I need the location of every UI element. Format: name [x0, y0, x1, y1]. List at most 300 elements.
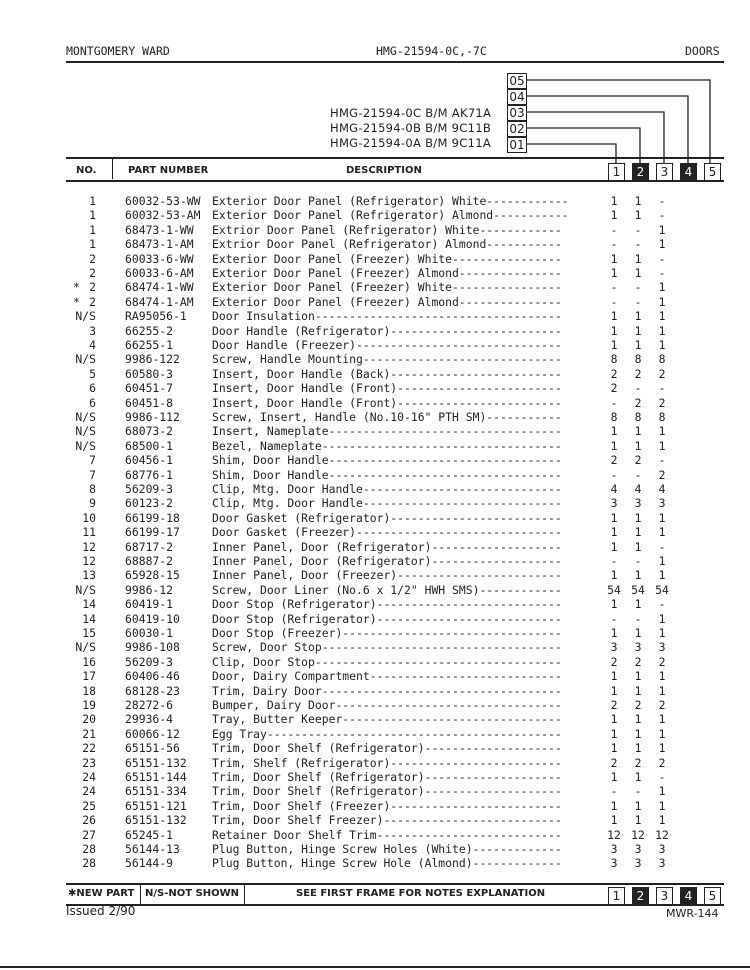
- version-code-03: 03: [507, 105, 527, 121]
- row-qty-2: -: [634, 222, 642, 237]
- row-qty-3: 3: [658, 856, 666, 871]
- table-row: [0, 252, 750, 266]
- row-qty-3: 1: [658, 510, 666, 525]
- row-part-number: 60406-46: [125, 669, 180, 684]
- row-mark: *: [73, 280, 80, 295]
- version-code-02: 02: [507, 121, 527, 137]
- row-qty-2: 1: [634, 669, 642, 684]
- table-row: [0, 367, 750, 381]
- row-qty-1: 1: [610, 626, 618, 640]
- brand-name: MONTGOMERY WARD: [66, 44, 170, 58]
- row-qty-1: 1: [610, 741, 618, 756]
- col-box-3: 3: [656, 163, 673, 181]
- row-qty-3: -: [658, 597, 666, 612]
- row-part-number: 60033-6-WW: [125, 251, 194, 266]
- row-part-number: 66255-2: [125, 323, 174, 338]
- row-part-number: 65151-132: [125, 813, 187, 828]
- row-qty-1: -: [610, 222, 618, 237]
- row-description: Bumper, Dairy Door---------------------------------: [212, 698, 562, 712]
- row-qty-2: 1: [634, 770, 642, 784]
- row-qty-2: 2: [634, 395, 642, 410]
- table-row: [0, 655, 750, 669]
- row-qty-3: 1: [658, 237, 666, 252]
- row-part-number: 60066-12: [125, 726, 180, 741]
- model-title: HMG-21594-0C,-7C: [376, 44, 487, 58]
- row-qty-1: -: [610, 784, 618, 799]
- row-qty-3: 1: [658, 424, 666, 439]
- table-row: [0, 712, 750, 726]
- row-part-number: 65151-144: [125, 770, 187, 784]
- row-description: Exterior Door Panel (Freezer) White----------------: [212, 251, 562, 266]
- row-part-number: 68717-2: [125, 539, 174, 554]
- row-qty-2: 3: [634, 640, 642, 655]
- table-row: [0, 338, 750, 352]
- row-qty-2: -: [634, 381, 642, 396]
- row-qty-2: -: [634, 280, 642, 295]
- row-qty-3: 1: [658, 726, 666, 741]
- table-row: [0, 223, 750, 237]
- table-row: [0, 410, 750, 424]
- row-qty-3: 1: [658, 741, 666, 756]
- row-no: 14: [82, 597, 96, 612]
- table-row: [0, 352, 750, 366]
- row-qty-3: 1: [658, 568, 666, 583]
- row-qty-2: 3: [634, 842, 642, 856]
- row-description: Trim, Door Shelf (Refrigerator)--------------------: [212, 741, 562, 756]
- row-qty-2: 1: [634, 208, 642, 223]
- table-row: [0, 640, 750, 654]
- row-part-number: 65151-121: [125, 798, 187, 813]
- row-part-number: 9986-12: [125, 582, 174, 597]
- column-header-rule: [66, 180, 724, 182]
- row-qty-1: -: [610, 395, 618, 410]
- row-qty-2: 1: [634, 741, 642, 756]
- row-description: Clip, Mtg. Door Handle-----------------------------: [212, 496, 562, 511]
- row-no: 28: [82, 856, 96, 871]
- row-description: Trim, Door Shelf Freezer)--------------------------: [212, 813, 562, 828]
- table-row: [0, 583, 750, 597]
- row-part-number: 68473-1-AM: [125, 237, 194, 252]
- row-part-number: 65151-334: [125, 784, 187, 799]
- col-divider-1: [112, 158, 113, 179]
- row-qty-2: 1: [634, 194, 642, 208]
- table-row: [0, 453, 750, 467]
- row-qty-2: 2: [634, 453, 642, 468]
- row-part-number: 60032-53-WW: [125, 194, 201, 208]
- row-part-number: 66255-1: [125, 338, 174, 352]
- row-no: 2: [89, 251, 96, 266]
- row-qty-3: 1: [658, 309, 666, 324]
- row-description: Screw, Door Liner (No.6 x 1/2" HWH SMS)------------: [212, 582, 562, 597]
- row-part-number: 68474-1-AM: [125, 294, 194, 309]
- row-qty-1: 1: [610, 251, 618, 266]
- row-description: Exterior Door Panel (Freezer) Almond---------------: [212, 294, 562, 309]
- footer-col-box-5: 5: [704, 887, 721, 905]
- row-description: Bezel, Nameplate-----------------------------------: [212, 438, 562, 453]
- table-row: [0, 280, 750, 294]
- row-qty-2: 1: [634, 597, 642, 612]
- row-qty-3: 1: [658, 294, 666, 309]
- page-bottom-rule: [0, 966, 750, 968]
- row-qty-2: 1: [634, 539, 642, 554]
- row-qty-3: 12: [655, 827, 669, 842]
- row-qty-3: 1: [658, 813, 666, 828]
- row-part-number: 68474-1-WW: [125, 280, 194, 295]
- row-no: 17: [82, 669, 96, 684]
- row-qty-1: 1: [610, 726, 618, 741]
- row-qty-2: 12: [631, 827, 645, 842]
- table-row: [0, 540, 750, 554]
- table-row: [0, 208, 750, 222]
- row-qty-1: 1: [610, 669, 618, 684]
- table-row: [0, 468, 750, 482]
- row-qty-3: -: [658, 453, 666, 468]
- footer-col-box-2: 2: [632, 887, 649, 905]
- table-row: [0, 554, 750, 568]
- version-code-01: 01: [507, 137, 527, 153]
- version-code-05: 05: [507, 73, 527, 89]
- row-qty-2: 2: [634, 698, 642, 712]
- row-description: Insert, Door Handle (Front)------------------------: [212, 395, 562, 410]
- row-qty-1: -: [610, 280, 618, 295]
- row-qty-3: 1: [658, 611, 666, 626]
- row-qty-1: 1: [610, 568, 618, 583]
- row-description: Trim, Door Shelf (Refrigerator)--------------------: [212, 784, 562, 799]
- col-header-part-number: PART NUMBER: [128, 165, 209, 176]
- table-row: [0, 799, 750, 813]
- row-qty-1: 1: [610, 424, 618, 439]
- row-qty-2: 2: [634, 755, 642, 770]
- table-row: [0, 396, 750, 410]
- row-description: Insert, Door Handle (Back)-------------------------: [212, 366, 562, 381]
- row-description: Door Stop (Refrigerator)---------------------------: [212, 611, 562, 626]
- row-part-number: 66199-17: [125, 525, 180, 540]
- row-qty-1: 2: [610, 755, 618, 770]
- model-line-3: HMG-21594-0A B/M 9C11A: [330, 136, 491, 150]
- row-qty-2: -: [634, 784, 642, 799]
- row-description: Shim, Door Handle----------------------------------: [212, 467, 562, 482]
- row-qty-1: 2: [610, 698, 618, 712]
- row-description: Screw, Handle Mounting-----------------------------: [212, 352, 562, 367]
- row-no: N/S: [75, 410, 96, 424]
- row-part-number: 68073-2: [125, 424, 174, 439]
- issued-date: Issued 2/90: [66, 904, 136, 918]
- row-qty-1: 1: [610, 510, 618, 525]
- row-no: 7: [89, 453, 96, 468]
- table-row: [0, 612, 750, 626]
- row-qty-1: 1: [610, 813, 618, 828]
- table-row: [0, 828, 750, 842]
- table-row: [0, 770, 750, 784]
- row-no: 7: [89, 467, 96, 482]
- row-no: 14: [82, 611, 96, 626]
- row-qty-1: 12: [607, 827, 621, 842]
- row-part-number: 68128-23: [125, 683, 180, 698]
- row-part-number: 65151-132: [125, 755, 187, 770]
- row-qty-3: 1: [658, 222, 666, 237]
- row-qty-2: 8: [634, 410, 642, 424]
- row-no: 23: [82, 755, 96, 770]
- row-no: 1: [89, 237, 96, 252]
- row-qty-1: 1: [610, 525, 618, 540]
- row-part-number: 60456-1: [125, 453, 174, 468]
- row-no: 6: [89, 395, 96, 410]
- row-description: Insert, Nameplate----------------------------------: [212, 424, 562, 439]
- row-qty-1: 54: [607, 582, 621, 597]
- row-qty-1: -: [610, 294, 618, 309]
- row-no: 21: [82, 726, 96, 741]
- footer-top-rule: [66, 883, 724, 885]
- row-part-number: 56209-3: [125, 654, 174, 669]
- row-qty-2: -: [634, 237, 642, 252]
- row-part-number: 60123-2: [125, 496, 174, 511]
- row-description: Extrior Door Panel (Refrigerator) White------------: [212, 222, 562, 237]
- row-no: 12: [82, 539, 96, 554]
- row-qty-3: 8: [658, 410, 666, 424]
- row-part-number: 28272-6: [125, 698, 174, 712]
- row-part-number: 60451-8: [125, 395, 174, 410]
- model-line-2: HMG-21594-0B B/M 9C11B: [330, 121, 492, 135]
- row-qty-2: 4: [634, 482, 642, 496]
- col-box-5: 5: [704, 163, 721, 181]
- row-qty-1: -: [610, 467, 618, 482]
- row-no: 25: [82, 798, 96, 813]
- row-qty-1: 1: [610, 323, 618, 338]
- footer-new-part: ✱NEW PART: [68, 888, 135, 899]
- row-qty-1: 2: [610, 654, 618, 669]
- row-no: 11: [82, 525, 96, 540]
- row-qty-1: 1: [610, 438, 618, 453]
- row-no: N/S: [75, 640, 96, 655]
- row-description: Door Insulation------------------------------------: [212, 309, 562, 324]
- row-qty-3: 2: [658, 395, 666, 410]
- row-qty-2: 1: [634, 683, 642, 698]
- row-part-number: 65151-56: [125, 741, 180, 756]
- row-part-number: 66199-18: [125, 510, 180, 525]
- row-qty-2: 8: [634, 352, 642, 367]
- row-description: Trim, Shelf (Refrigerator)-------------------------: [212, 755, 562, 770]
- table-row: [0, 684, 750, 698]
- table-row: [0, 439, 750, 453]
- row-qty-3: 1: [658, 280, 666, 295]
- row-no: 4: [89, 338, 96, 352]
- row-description: Inner Panel, Door (Freezer)------------------------: [212, 568, 562, 583]
- row-qty-1: 3: [610, 640, 618, 655]
- row-description: Egg Tray-------------------------------------------: [212, 726, 562, 741]
- row-qty-1: 8: [610, 352, 618, 367]
- row-part-number: 60419-10: [125, 611, 180, 626]
- row-part-number: 68887-2: [125, 554, 174, 568]
- row-qty-2: 3: [634, 856, 642, 871]
- table-row: [0, 741, 750, 755]
- row-part-number: 68776-1: [125, 467, 174, 482]
- row-no: 19: [82, 698, 96, 712]
- row-no: 2: [89, 280, 96, 295]
- row-no: 24: [82, 770, 96, 784]
- row-part-number: 9986-122: [125, 352, 180, 367]
- row-qty-2: 1: [634, 626, 642, 640]
- row-description: Exterior Door Panel (Refrigerator) White------------: [212, 194, 569, 208]
- row-no: 10: [82, 510, 96, 525]
- row-qty-3: -: [658, 251, 666, 266]
- table-row: [0, 597, 750, 611]
- row-qty-1: 1: [610, 194, 618, 208]
- row-part-number: 9986-112: [125, 410, 180, 424]
- row-description: Shim, Door Handle----------------------------------: [212, 453, 562, 468]
- row-qty-3: 3: [658, 496, 666, 511]
- table-row: [0, 727, 750, 741]
- row-no: 26: [82, 813, 96, 828]
- row-part-number: 65928-15: [125, 568, 180, 583]
- row-qty-2: -: [634, 611, 642, 626]
- row-part-number: 60033-6-AM: [125, 266, 194, 280]
- row-qty-1: 3: [610, 856, 618, 871]
- row-no: 3: [89, 323, 96, 338]
- row-qty-3: -: [658, 381, 666, 396]
- row-part-number: 65245-1: [125, 827, 174, 842]
- row-no: 8: [89, 482, 96, 496]
- row-part-number: RA95056-1: [125, 309, 187, 324]
- footer-notes: SEE FIRST FRAME FOR NOTES EXPLANATION: [296, 888, 546, 899]
- table-row: [0, 568, 750, 582]
- row-no: 16: [82, 654, 96, 669]
- row-description: Screw, Door Stop-----------------------------------: [212, 640, 562, 655]
- row-description: Door Gasket (Refrigerator)-------------------------: [212, 510, 562, 525]
- row-qty-3: 1: [658, 669, 666, 684]
- row-qty-3: 1: [658, 784, 666, 799]
- row-part-number: 68473-1-WW: [125, 222, 194, 237]
- row-qty-1: 3: [610, 842, 618, 856]
- row-description: Door Stop (Refrigerator)---------------------------: [212, 597, 562, 612]
- row-no: 12: [82, 554, 96, 568]
- row-qty-1: 1: [610, 208, 618, 223]
- col-box-4: 4: [680, 163, 697, 181]
- row-description: Retainer Door Shelf Trim---------------------------: [212, 827, 562, 842]
- row-no: N/S: [75, 582, 96, 597]
- row-part-number: 56144-13: [125, 842, 180, 856]
- table-row: [0, 237, 750, 251]
- row-description: Inner Panel, Door (Refrigerator)-------------------: [212, 554, 562, 568]
- row-qty-1: 1: [610, 712, 618, 727]
- row-qty-3: -: [658, 194, 666, 208]
- col-header-no: NO.: [76, 165, 97, 176]
- table-row: [0, 842, 750, 856]
- row-no: 27: [82, 827, 96, 842]
- row-description: Clip, Mtg. Door Handle-----------------------------: [212, 482, 562, 496]
- table-row: [0, 194, 750, 208]
- row-description: Trim, Dairy Door-----------------------------------: [212, 683, 562, 698]
- footer-col-box-4: 4: [680, 887, 697, 905]
- row-qty-1: -: [610, 611, 618, 626]
- table-row: [0, 784, 750, 798]
- row-description: Extrior Door Panel (Refrigerator) Almond-----------: [212, 237, 562, 252]
- row-qty-3: -: [658, 539, 666, 554]
- table-row: [0, 856, 750, 870]
- row-qty-3: 1: [658, 554, 666, 568]
- row-part-number: 56144-9: [125, 856, 174, 871]
- row-no: 1: [89, 222, 96, 237]
- row-no: 28: [82, 842, 96, 856]
- row-qty-2: 2: [634, 654, 642, 669]
- footer-ns-not-shown: N/S-NOT SHOWN: [145, 888, 240, 899]
- row-description: Tray, Butter Keeper--------------------------------: [212, 712, 562, 727]
- row-qty-3: 3: [658, 842, 666, 856]
- row-qty-2: -: [634, 554, 642, 568]
- row-qty-3: -: [658, 770, 666, 784]
- row-qty-2: 1: [634, 712, 642, 727]
- row-part-number: 60580-3: [125, 366, 174, 381]
- row-no: N/S: [75, 424, 96, 439]
- row-qty-3: 1: [658, 683, 666, 698]
- table-row: [0, 381, 750, 395]
- row-qty-2: 2: [634, 366, 642, 381]
- row-description: Insert, Door Handle (Front)------------------------: [212, 381, 562, 396]
- row-qty-1: -: [610, 237, 618, 252]
- row-qty-2: 1: [634, 323, 642, 338]
- row-qty-3: -: [658, 266, 666, 280]
- model-line-1: HMG-21594-0C B/M AK71A: [330, 106, 492, 120]
- row-no: N/S: [75, 438, 96, 453]
- row-qty-2: 1: [634, 813, 642, 828]
- table-row: [0, 266, 750, 280]
- row-qty-1: 1: [610, 597, 618, 612]
- row-qty-3: 1: [658, 798, 666, 813]
- table-row: [0, 511, 750, 525]
- row-part-number: 60032-53-AM: [125, 208, 201, 223]
- row-qty-2: 1: [634, 251, 642, 266]
- row-no: 1: [89, 208, 96, 223]
- row-no: 2: [89, 294, 96, 309]
- row-description: Door, Dairy Compartment----------------------------: [212, 669, 562, 684]
- row-qty-3: 2: [658, 467, 666, 482]
- footer-divider-1: [140, 884, 141, 904]
- row-qty-3: 1: [658, 626, 666, 640]
- row-description: Trim, Door Shelf (Refrigerator)--------------------: [212, 770, 562, 784]
- row-part-number: 29936-4: [125, 712, 174, 727]
- col-header-description: DESCRIPTION: [346, 165, 422, 176]
- row-description: Trim, Door Shelf (Freezer)-------------------------: [212, 798, 562, 813]
- row-description: Exterior Door Panel (Freezer) White----------------: [212, 280, 562, 295]
- table-row: [0, 309, 750, 323]
- footer-col-box-3: 3: [656, 887, 673, 905]
- row-qty-2: 3: [634, 496, 642, 511]
- row-qty-1: 1: [610, 338, 618, 352]
- row-qty-3: 1: [658, 712, 666, 727]
- row-no: 13: [82, 568, 96, 583]
- version-code-04: 04: [507, 89, 527, 105]
- row-description: Clip, Door Stop------------------------------------: [212, 654, 562, 669]
- row-qty-1: 1: [610, 770, 618, 784]
- row-no: 9: [89, 496, 96, 511]
- row-mark: *: [73, 294, 80, 309]
- row-qty-1: 1: [610, 266, 618, 280]
- row-qty-2: -: [634, 467, 642, 482]
- footer-bottom-rule: [66, 904, 724, 906]
- row-part-number: 56209-3: [125, 482, 174, 496]
- row-qty-3: 1: [658, 323, 666, 338]
- row-qty-3: 2: [658, 366, 666, 381]
- footer-divider-2: [244, 884, 245, 904]
- row-qty-1: 2: [610, 366, 618, 381]
- row-qty-3: 1: [658, 438, 666, 453]
- row-no: 22: [82, 741, 96, 756]
- row-no: 15: [82, 626, 96, 640]
- row-no: 2: [89, 266, 96, 280]
- row-no: 6: [89, 381, 96, 396]
- table-top-rule: [66, 157, 724, 159]
- row-qty-1: 1: [610, 683, 618, 698]
- row-qty-3: 3: [658, 640, 666, 655]
